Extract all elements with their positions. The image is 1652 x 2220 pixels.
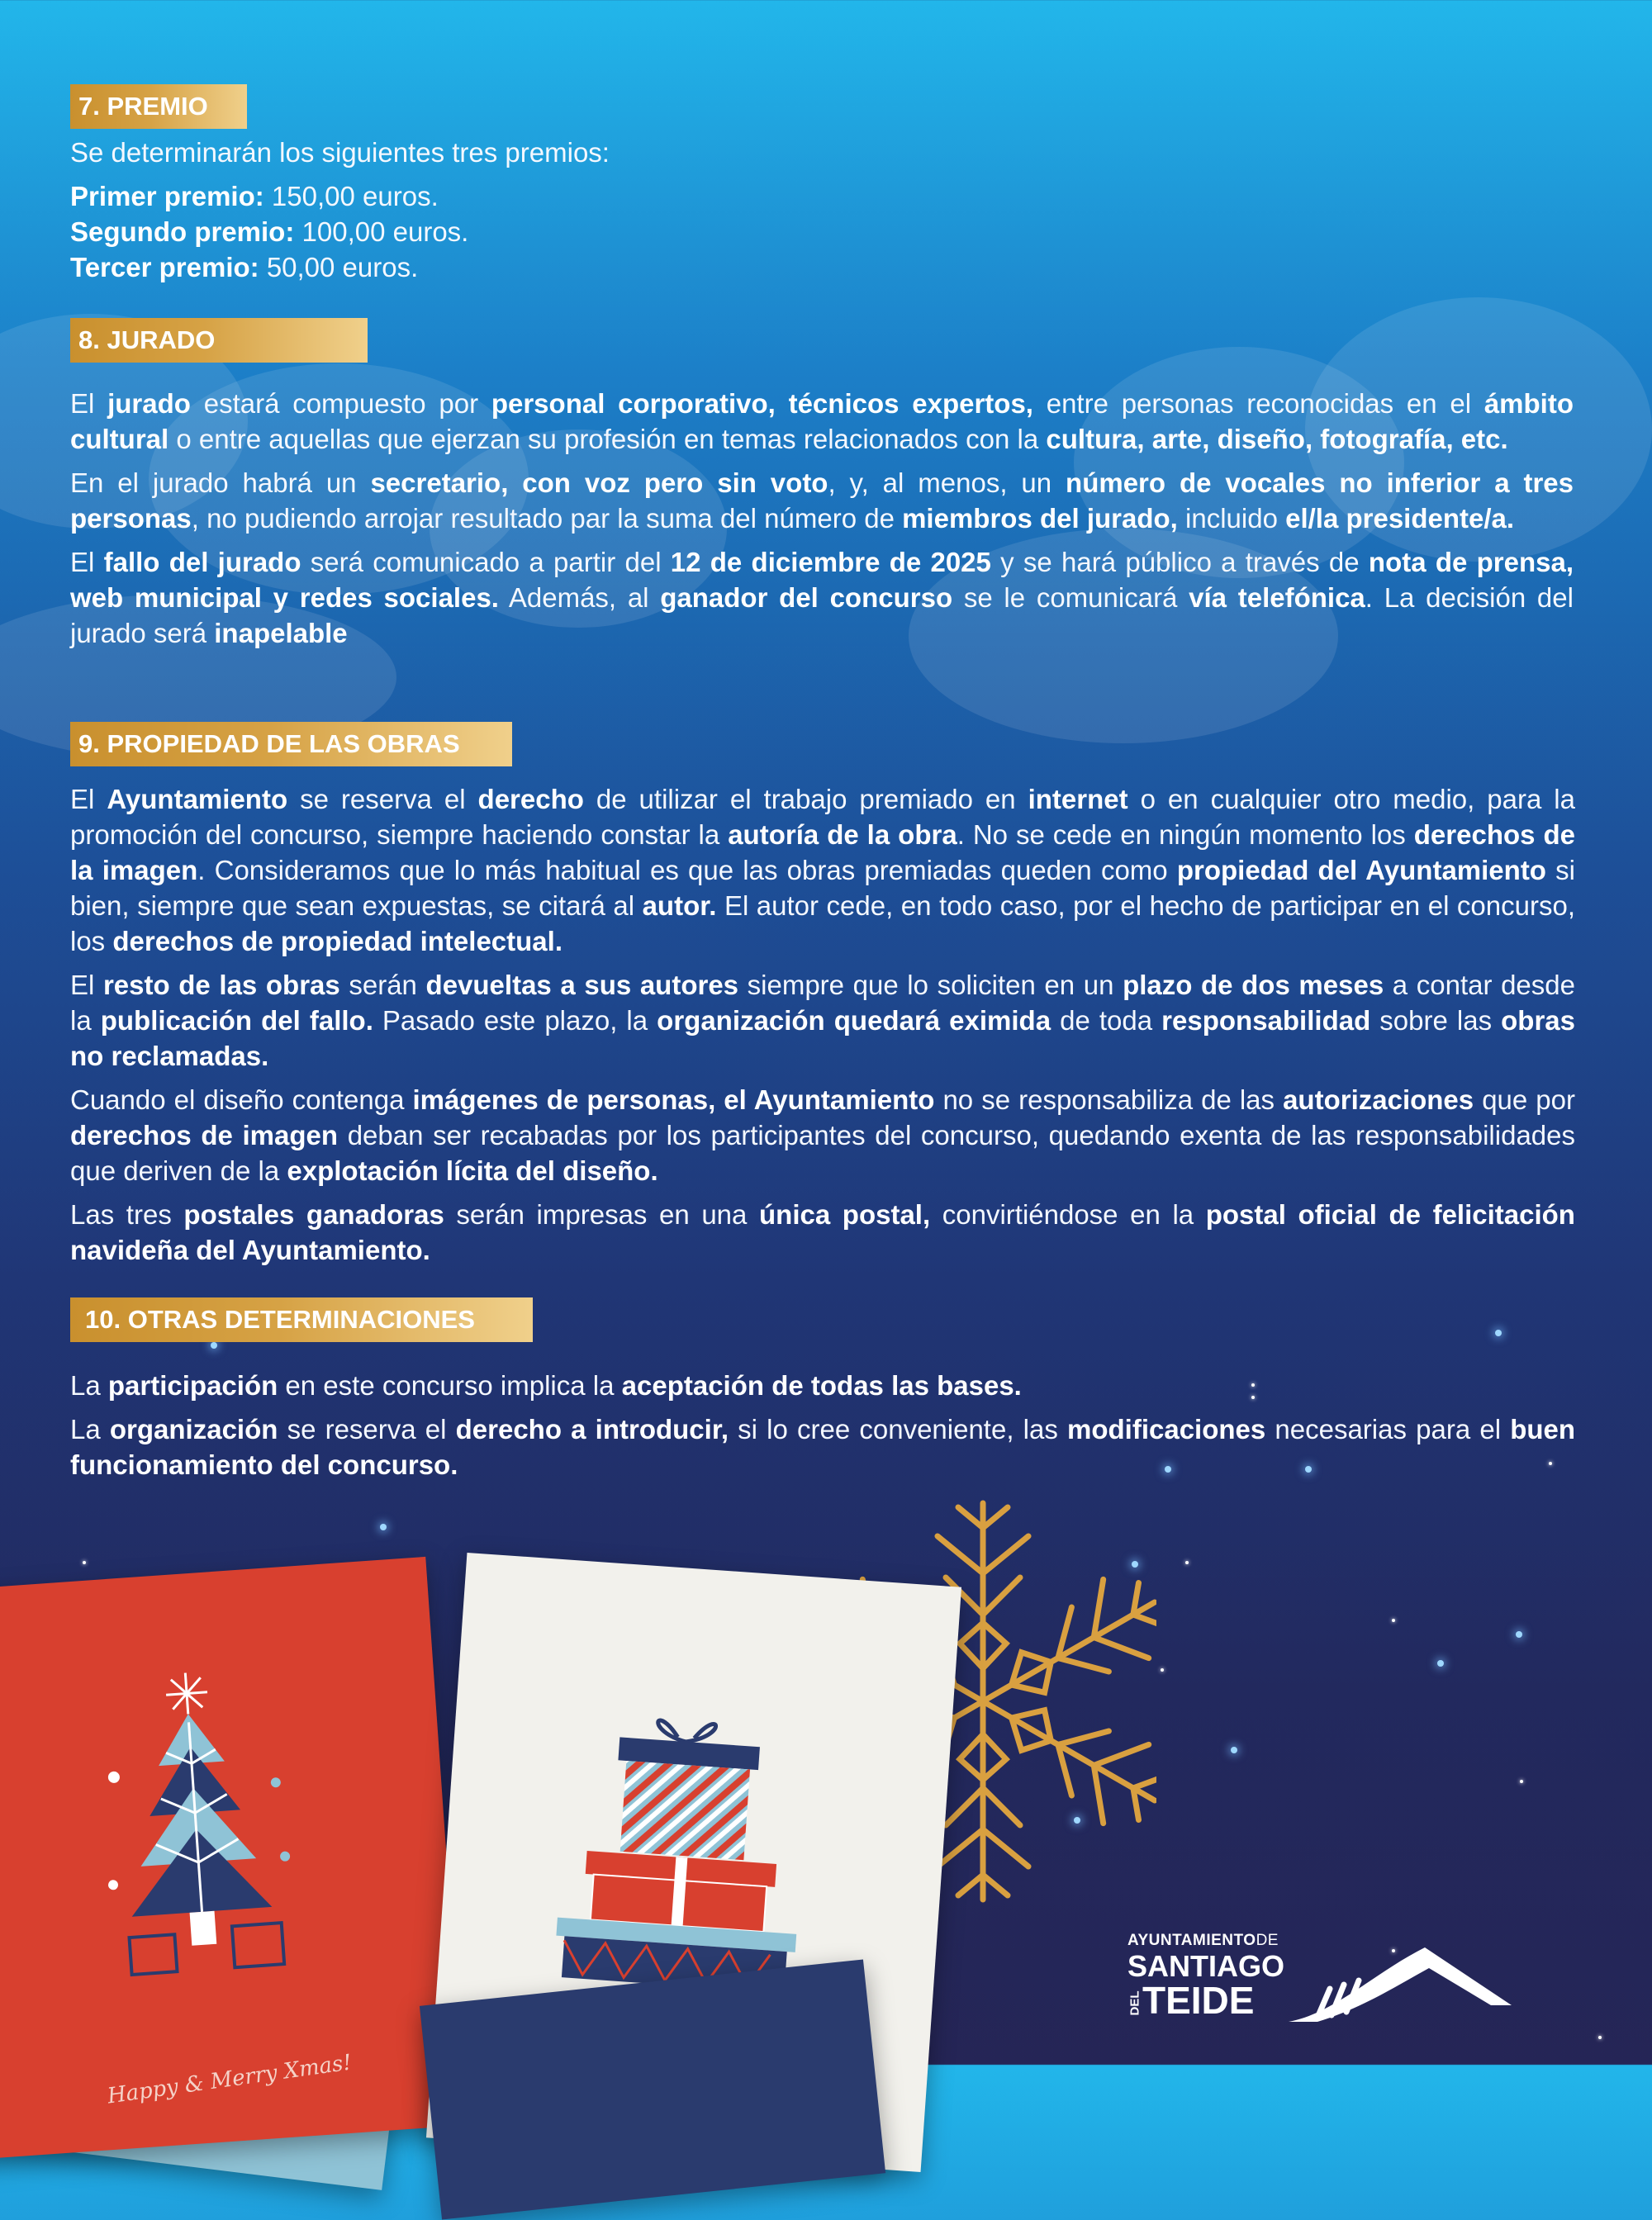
section-header-otras: 10. OTRAS DETERMINACIONES <box>70 1297 533 1342</box>
text: El <box>70 970 103 1000</box>
bold-text: ámbito cultural <box>70 388 1574 454</box>
bold-text: inapelable <box>214 618 348 648</box>
bold-text: participación <box>107 1370 278 1401</box>
text: serán impresas en una <box>444 1199 759 1230</box>
bold-text: nota de prensa, web municipal y redes sociales. <box>70 547 1574 613</box>
bold-text: el/la presidente/a. <box>1285 503 1515 534</box>
bold-text: miembros del jurado, <box>902 503 1178 534</box>
bold-text: derechos de propiedad intelectual. <box>112 926 563 956</box>
jurado-content <box>70 386 1574 659</box>
bold-text: aceptación de todas las bases. <box>621 1370 1022 1401</box>
postcard-red <box>0 1557 465 2160</box>
bold-text: responsabilidad <box>1161 1005 1371 1036</box>
mountain-logo-icon <box>1284 1939 1516 2030</box>
text: incluido <box>1177 503 1286 534</box>
bold-text: ganador del concurso <box>660 582 953 613</box>
bold-text: obras no reclamadas. <box>70 1005 1575 1071</box>
text: o entre aquellas que ejerzan su profesión en temas relacionados con la <box>169 424 1047 454</box>
text: necesarias para el <box>1265 1414 1511 1444</box>
text: Pasado este plazo, la <box>373 1005 657 1036</box>
text: La <box>70 1370 108 1401</box>
bold-text: derecho <box>477 784 584 814</box>
text: Las tres <box>70 1199 184 1230</box>
bold-text: autorizaciones <box>1283 1084 1474 1115</box>
bold-text: devueltas a sus autores <box>425 970 739 1000</box>
text: entre personas reconocidas en el <box>1032 388 1484 419</box>
otras-paragraph-2 <box>70 1411 1575 1482</box>
text: de utilizar el trabajo premiado en <box>583 784 1028 814</box>
text: . No se cede en ningún momento los <box>957 819 1414 850</box>
section-header-premio: 7. PREMIO <box>70 84 247 129</box>
text: convirtiéndose en la <box>930 1199 1206 1230</box>
bold-text: organización quedará eximida <box>657 1005 1051 1036</box>
ayuntamiento-logo <box>1127 1933 1524 2032</box>
text: La <box>70 1414 110 1444</box>
text: . La decisión del jurado será <box>70 582 1574 648</box>
text: siempre que lo soliciten en un <box>738 970 1123 1000</box>
bold-text: vía telefónica <box>1189 582 1365 613</box>
text: y se hará público a través de <box>990 547 1369 577</box>
text: El <box>70 547 104 577</box>
bold-text: secretario, con voz pero sin voto <box>370 467 828 498</box>
prize-second: Segundo premio: 100,00 euros. <box>70 216 469 247</box>
text: En el jurado habrá un <box>70 467 371 498</box>
bold-text: Ayuntamiento <box>107 784 288 814</box>
jurado-paragraph-1 <box>70 386 1574 457</box>
bold-text: cultura, arte, diseño, fotografía, etc. <box>1046 424 1508 454</box>
bold-text: personal corporativo, técnicos expertos, <box>491 388 1033 419</box>
text: se le comunicará <box>952 582 1189 613</box>
red-card-greeting: Happy & Merry Xmas! <box>106 2050 354 2109</box>
prize-first: Primer premio: 150,00 euros. <box>70 181 439 211</box>
bold-text: publicación del fallo. <box>100 1005 373 1036</box>
text: será comunicado a partir del <box>301 547 671 577</box>
text: El autor cede, en todo caso, por el hecho de participar en el concurso, los <box>70 890 1575 956</box>
prize-third: Tercer premio: 50,00 euros. <box>70 252 419 282</box>
text: serán <box>339 970 426 1000</box>
text: a contar desde la <box>70 970 1575 1036</box>
christmas-tree-icon <box>61 1656 331 2003</box>
text: si bien, siempre que sean expuestas, se citará al <box>70 855 1575 921</box>
text: El <box>70 388 108 419</box>
bold-text: autor. <box>642 890 717 921</box>
bold-text: derechos de imagen <box>70 1120 339 1150</box>
bold-text: postales ganadoras <box>183 1199 444 1230</box>
text: Cuando el diseño contenga <box>70 1084 413 1115</box>
text: o en cualquier otro medio, para la promoción del concurso, siempre haciendo constar la <box>70 784 1575 850</box>
bold-text: modificaciones <box>1067 1414 1266 1444</box>
text: en este concurso implica la <box>278 1370 622 1401</box>
jurado-paragraph-3 <box>70 544 1574 651</box>
bold-text: fallo del jurado <box>103 547 301 577</box>
bold-text: propiedad del Ayuntamiento <box>1176 855 1546 885</box>
bold-text: imágenes de personas, el Ayuntamiento <box>412 1084 935 1115</box>
text: estará compuesto por <box>190 388 491 419</box>
jurado-paragraph-2 <box>70 465 1574 536</box>
text: se reserva el <box>278 1414 456 1444</box>
propiedad-content <box>70 781 1575 1276</box>
propiedad-paragraph-2 <box>70 967 1575 1074</box>
otras-paragraph-1 <box>70 1368 1575 1403</box>
text: El <box>70 784 107 814</box>
bold-text: resto de las obras <box>102 970 340 1000</box>
bold-text: postal oficial de felicitación navideña del Ayuntamiento. <box>70 1199 1575 1265</box>
text: no se responsabiliza de las <box>934 1084 1284 1115</box>
bold-text: jurado <box>107 388 191 419</box>
text: que por <box>1474 1084 1575 1115</box>
bold-text: derechos de la imagen <box>70 819 1575 885</box>
text: deban ser recabadas por los participantes del concurso, quedando exenta de las responsabilidades que deriven de la <box>70 1120 1576 1186</box>
text: si lo cree conveniente, las <box>729 1414 1067 1444</box>
postcard-navy <box>420 1959 885 2219</box>
bold-text: organización <box>109 1414 278 1444</box>
bold-text: autoría de la obra <box>728 819 957 850</box>
section-header-jurado: 8. JURADO <box>70 318 368 363</box>
text: , no pudiendo arrojar resultado par la suma del número de <box>191 503 903 534</box>
text: se reserva el <box>287 784 478 814</box>
bold-text: única postal, <box>759 1199 931 1230</box>
text: sobre las <box>1370 1005 1502 1036</box>
premio-intro: Se determinarán los siguientes tres premios: <box>70 137 610 168</box>
otras-content <box>70 1368 1575 1491</box>
text: . Consideramos que lo más habitual es que las obras premiadas queden como <box>197 855 1177 885</box>
text: Además, al <box>498 582 661 613</box>
premio-content <box>70 135 1575 285</box>
bold-text: internet <box>1028 784 1128 814</box>
bold-text: 12 de diciembre de 2025 <box>670 547 991 577</box>
text: de toda <box>1051 1005 1162 1036</box>
propiedad-paragraph-4 <box>70 1197 1575 1268</box>
bold-text: buen funcionamiento del concurso. <box>70 1414 1576 1480</box>
bold-text: plazo de dos meses <box>1123 970 1384 1000</box>
bold-text: número de vocales no inferior a tres personas <box>70 467 1574 534</box>
logo-text: AYUNTAMIENTODE SANTIAGO DELTEIDE <box>1127 1932 1285 2022</box>
bold-text: explotación lícita del diseño. <box>287 1155 658 1186</box>
text: , y, al menos, un <box>828 467 1066 498</box>
propiedad-paragraph-1 <box>70 781 1575 959</box>
section-header-propiedad: 9. PROPIEDAD DE LAS OBRAS <box>70 722 512 766</box>
propiedad-paragraph-3 <box>70 1082 1575 1188</box>
bold-text: derecho a introducir, <box>455 1414 729 1444</box>
